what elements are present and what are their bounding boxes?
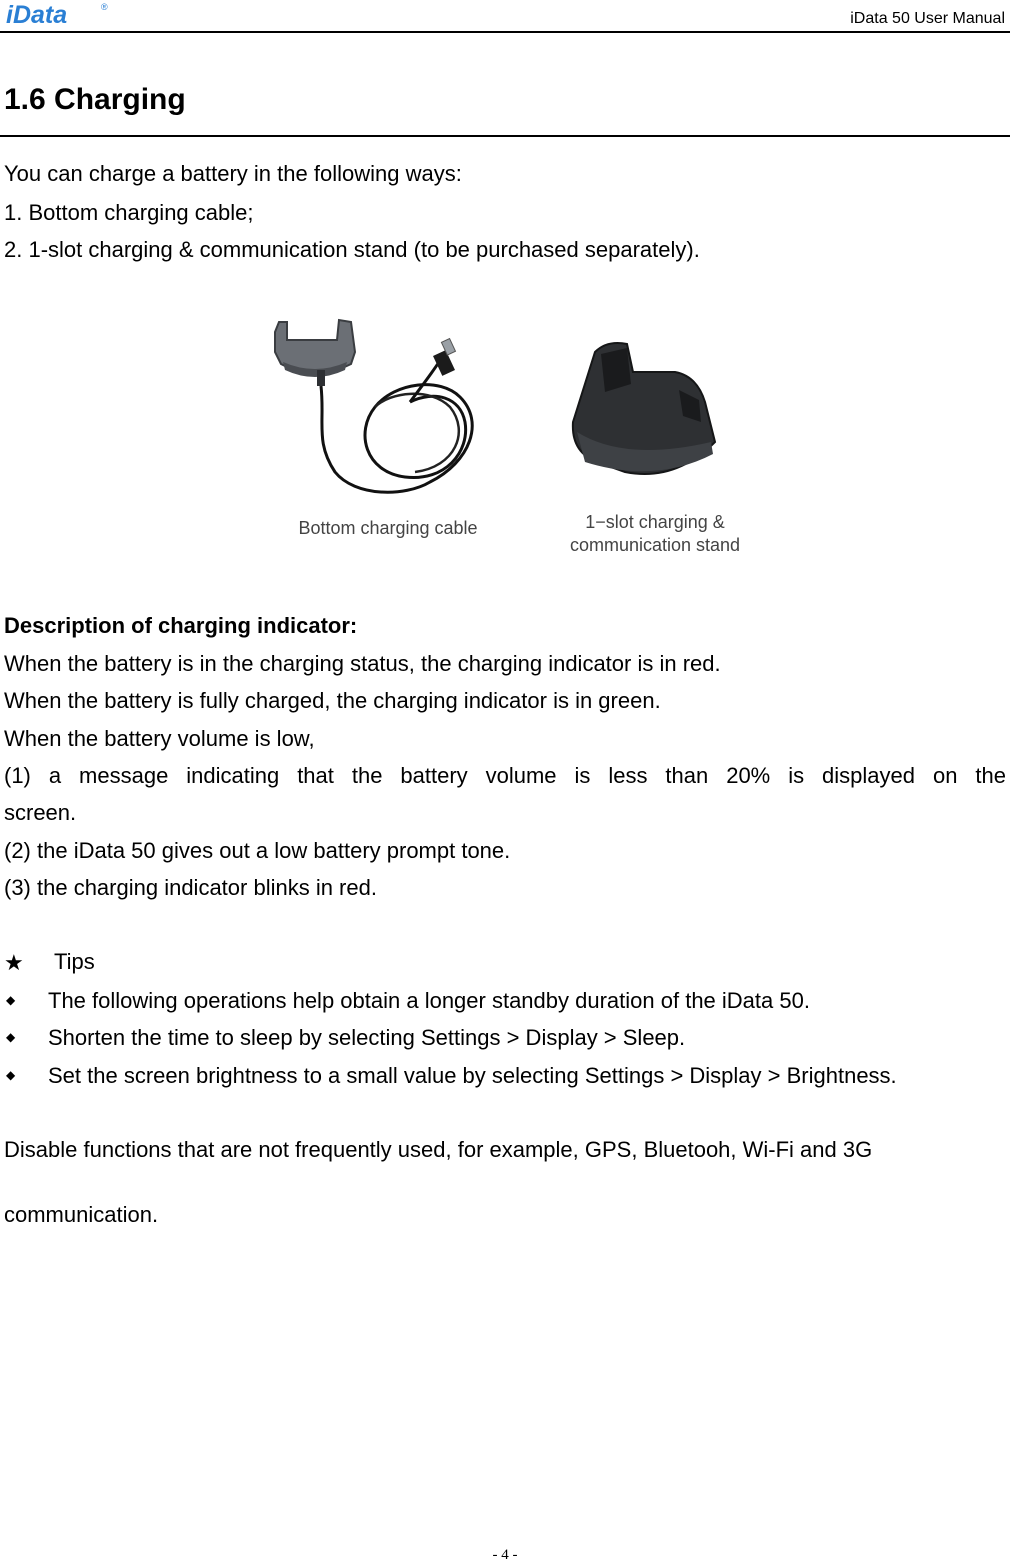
caption-stand-line-2: communication stand [569, 535, 741, 555]
intro-line-1: You can charge a battery in the following ways: [4, 161, 462, 186]
tip-item: The following operations help obtain a longer standby duration of the iData 50. [48, 988, 810, 1013]
intro-line-2: 1. Bottom charging cable; [4, 200, 254, 225]
logo-text: iData [6, 1, 68, 29]
section-divider [0, 135, 1010, 137]
indicator-tone: (2) the iData 50 gives out a low battery prompt tone. [4, 838, 511, 863]
indicator-green: When the battery is fully charged, the charging indicator is in green. [4, 688, 661, 713]
caption-stand-line-1: 1−slot charging & [585, 512, 725, 532]
idata-logo [6, 2, 106, 28]
registered-mark: ® [101, 2, 108, 12]
header-divider [0, 31, 1010, 33]
diamond-bullet-icon: ◆ [6, 1068, 16, 1082]
tip-item: Set the screen brightness to a small value by selecting Settings > Display > Brightness. [48, 1063, 897, 1088]
page-number: - 4 - [492, 1547, 518, 1563]
indicator-message-line-2: screen. [4, 800, 77, 825]
indicator-heading: Description of charging indicator: [4, 613, 358, 638]
diamond-bullet-icon: ◆ [6, 993, 16, 1007]
caption-bottom-cable: Bottom charging cable [298, 518, 478, 538]
tips-label: Tips [54, 949, 95, 974]
diamond-bullet-icon: ◆ [6, 1030, 16, 1044]
charging-cable-image [275, 320, 472, 492]
indicator-blinks: (3) the charging indicator blinks in red. [4, 875, 377, 900]
indicator-message-line-1: (1) a message indicating that the battery volume is less than 20% is displayed on the [4, 763, 1006, 788]
charging-stand-image [573, 343, 715, 474]
indicator-low: When the battery volume is low, [4, 726, 315, 751]
charging-accessories-illustration [255, 312, 765, 512]
manual-title: iData 50 User Manual [850, 10, 1005, 27]
intro-line-3: 2. 1-slot charging & communication stand (to be purchased separately). [4, 237, 700, 262]
indicator-red: When the battery is in the charging status, the charging indicator is in red. [4, 651, 721, 676]
charging-accessories-figure [255, 312, 765, 562]
section-title: 1.6 Charging [4, 83, 186, 116]
closing-line-2: communication. [4, 1202, 159, 1227]
closing-line-1: Disable functions that are not frequently used, for example, GPS, Bluetooh, Wi-Fi and 3G [4, 1137, 873, 1162]
tip-item: Shorten the time to sleep by selecting Settings > Display > Sleep. [48, 1025, 686, 1050]
star-icon: ★ [4, 950, 24, 975]
